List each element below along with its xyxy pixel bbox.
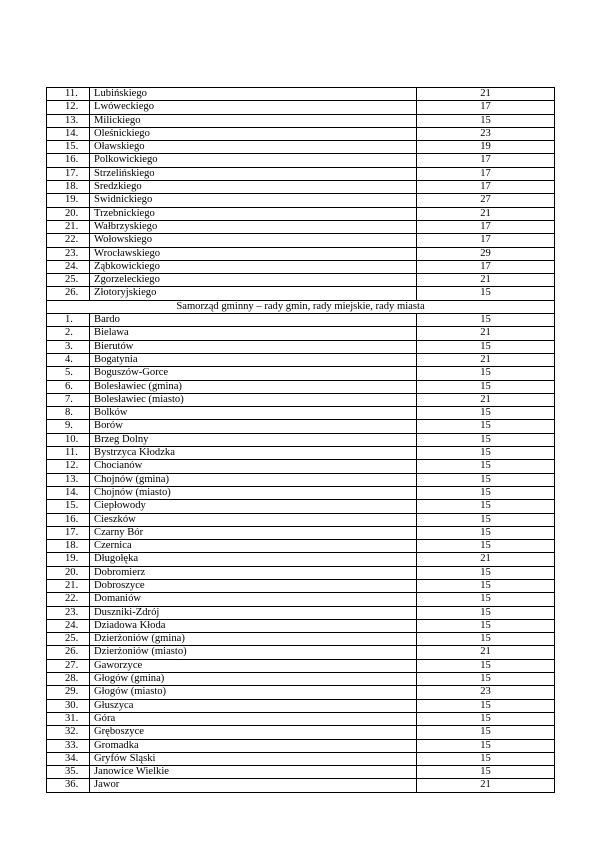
row-name: Trzebnickiego <box>90 207 417 220</box>
row-number: 2. <box>47 327 90 340</box>
row-name: Polkowickiego <box>90 154 417 167</box>
row-value: 15 <box>417 340 555 353</box>
row-name: Gryfów Śląski <box>90 752 417 765</box>
row-name: Świdnickiego <box>90 194 417 207</box>
row-value: 17 <box>417 260 555 273</box>
row-number: 20. <box>47 207 90 220</box>
table-body <box>47 88 555 793</box>
row-name: Gromadka <box>90 739 417 752</box>
row-value: 15 <box>417 739 555 752</box>
row-value: 15 <box>417 447 555 460</box>
row-number: 14. <box>47 127 90 140</box>
row-name: Bolesławiec (miasto) <box>90 393 417 406</box>
row-value: 21 <box>417 327 555 340</box>
row-value: 17 <box>417 101 555 114</box>
row-number: 14. <box>47 486 90 499</box>
row-value: 15 <box>417 420 555 433</box>
row-value: 21 <box>417 646 555 659</box>
row-value: 15 <box>417 566 555 579</box>
table-row <box>47 500 555 513</box>
row-name: Bielawa <box>90 327 417 340</box>
row-name: Lwóweckiego <box>90 101 417 114</box>
table-row <box>47 553 555 566</box>
row-value: 15 <box>417 526 555 539</box>
row-number: 33. <box>47 739 90 752</box>
table-row <box>47 141 555 154</box>
row-name: Bolesławiec (gmina) <box>90 380 417 393</box>
row-name: Janowice Wielkie <box>90 766 417 779</box>
table-row <box>47 540 555 553</box>
row-name: Strzelińskiego <box>90 167 417 180</box>
row-number: 30. <box>47 699 90 712</box>
row-name: Głuszyca <box>90 699 417 712</box>
table-row <box>47 673 555 686</box>
table-row <box>47 779 555 792</box>
row-value: 21 <box>417 88 555 101</box>
row-value: 15 <box>417 486 555 499</box>
row-name: Czarny Bór <box>90 526 417 539</box>
row-name: Dzierżoniów (gmina) <box>90 633 417 646</box>
row-name: Chocianów <box>90 460 417 473</box>
row-number: 15. <box>47 141 90 154</box>
councils-table <box>46 87 555 793</box>
row-number: 27. <box>47 659 90 672</box>
row-name: Boguszów-Gorce <box>90 367 417 380</box>
row-number: 29. <box>47 686 90 699</box>
row-number: 8. <box>47 407 90 420</box>
row-value: 15 <box>417 726 555 739</box>
table-row <box>47 486 555 499</box>
table-row <box>47 686 555 699</box>
row-number: 18. <box>47 540 90 553</box>
row-value: 15 <box>417 619 555 632</box>
row-number: 1. <box>47 314 90 327</box>
row-value: 15 <box>417 673 555 686</box>
table-row <box>47 380 555 393</box>
row-number: 23. <box>47 247 90 260</box>
table-row <box>47 726 555 739</box>
row-name: Domaniów <box>90 593 417 606</box>
table-row <box>47 353 555 366</box>
row-value: 15 <box>417 579 555 592</box>
row-name: Ząbkowickiego <box>90 260 417 273</box>
table-row <box>47 88 555 101</box>
row-number: 17. <box>47 167 90 180</box>
row-name: Jawor <box>90 779 417 792</box>
table-row <box>47 314 555 327</box>
row-name: Bardo <box>90 314 417 327</box>
table-row <box>47 101 555 114</box>
row-value: 15 <box>417 473 555 486</box>
table-row <box>47 659 555 672</box>
row-name: Wrocławskiego <box>90 247 417 260</box>
row-name: Ciepłowody <box>90 500 417 513</box>
row-value: 15 <box>417 314 555 327</box>
row-number: 20. <box>47 566 90 579</box>
row-value: 21 <box>417 553 555 566</box>
table-row <box>47 699 555 712</box>
row-number: 23. <box>47 606 90 619</box>
table-row <box>47 340 555 353</box>
row-value: 29 <box>417 247 555 260</box>
table-row <box>47 513 555 526</box>
row-name: Góra <box>90 712 417 725</box>
table-row <box>47 646 555 659</box>
row-name: Gaworzyce <box>90 659 417 672</box>
row-number: 25. <box>47 274 90 287</box>
row-name: Wałbrzyskiego <box>90 220 417 233</box>
table-row <box>47 593 555 606</box>
row-value: 17 <box>417 220 555 233</box>
row-value: 21 <box>417 779 555 792</box>
row-name: Milickiego <box>90 114 417 127</box>
row-number: 13. <box>47 473 90 486</box>
row-number: 4. <box>47 353 90 366</box>
row-number: 6. <box>47 380 90 393</box>
row-value: 15 <box>417 500 555 513</box>
table-row <box>47 181 555 194</box>
row-value: 15 <box>417 540 555 553</box>
table-row <box>47 274 555 287</box>
section-header: Samorząd gminny – rady gmin, rady miejskie, rady miasta <box>47 300 555 313</box>
table-row <box>47 473 555 486</box>
row-value: 15 <box>417 367 555 380</box>
row-number: 26. <box>47 287 90 300</box>
row-number: 36. <box>47 779 90 792</box>
row-name: Bierutów <box>90 340 417 353</box>
row-name: Duszniki-Zdrój <box>90 606 417 619</box>
row-number: 25. <box>47 633 90 646</box>
row-number: 22. <box>47 593 90 606</box>
row-number: 15. <box>47 500 90 513</box>
table-row <box>47 526 555 539</box>
row-name: Średzkiego <box>90 181 417 194</box>
table-row <box>47 393 555 406</box>
row-number: 10. <box>47 433 90 446</box>
table-row <box>47 712 555 725</box>
row-value: 15 <box>417 633 555 646</box>
row-name: Bystrzyca Kłodzka <box>90 447 417 460</box>
table-row <box>47 260 555 273</box>
row-number: 18. <box>47 181 90 194</box>
row-value: 15 <box>417 606 555 619</box>
row-number: 28. <box>47 673 90 686</box>
row-number: 11. <box>47 447 90 460</box>
row-number: 5. <box>47 367 90 380</box>
row-name: Chojnów (gmina) <box>90 473 417 486</box>
table-row <box>47 220 555 233</box>
row-value: 15 <box>417 513 555 526</box>
table-row <box>47 420 555 433</box>
row-name: Dzierżoniów (miasto) <box>90 646 417 659</box>
table-row <box>47 579 555 592</box>
row-value: 15 <box>417 380 555 393</box>
row-name: Bogatynia <box>90 353 417 366</box>
row-value: 15 <box>417 460 555 473</box>
row-value: 15 <box>417 407 555 420</box>
table-row <box>47 154 555 167</box>
table-row <box>47 247 555 260</box>
table-row <box>47 619 555 632</box>
row-number: 3. <box>47 340 90 353</box>
table-row <box>47 367 555 380</box>
row-number: 26. <box>47 646 90 659</box>
table-row <box>47 766 555 779</box>
table-row <box>47 633 555 646</box>
row-name: Oławskiego <box>90 141 417 154</box>
row-number: 13. <box>47 114 90 127</box>
row-value: 17 <box>417 181 555 194</box>
table-row <box>47 433 555 446</box>
row-value: 15 <box>417 659 555 672</box>
row-value: 15 <box>417 433 555 446</box>
row-name: Głogów (gmina) <box>90 673 417 686</box>
row-name: Zgorzeleckiego <box>90 274 417 287</box>
row-number: 24. <box>47 260 90 273</box>
table-row <box>47 752 555 765</box>
row-number: 22. <box>47 234 90 247</box>
row-name: Długołęka <box>90 553 417 566</box>
row-name: Chojnów (miasto) <box>90 486 417 499</box>
row-value: 21 <box>417 393 555 406</box>
row-value: 17 <box>417 167 555 180</box>
row-name: Wołowskiego <box>90 234 417 247</box>
row-name: Dziadowa Kłoda <box>90 619 417 632</box>
row-value: 23 <box>417 127 555 140</box>
table-row <box>47 566 555 579</box>
row-name: Brzeg Dolny <box>90 433 417 446</box>
table-row <box>47 460 555 473</box>
table-row <box>47 234 555 247</box>
row-value: 27 <box>417 194 555 207</box>
table-row <box>47 606 555 619</box>
row-value: 15 <box>417 593 555 606</box>
row-name: Czernica <box>90 540 417 553</box>
row-name: Oleśnickiego <box>90 127 417 140</box>
row-value: 23 <box>417 686 555 699</box>
row-number: 19. <box>47 194 90 207</box>
section-header-row <box>47 300 555 313</box>
row-number: 32. <box>47 726 90 739</box>
row-value: 19 <box>417 141 555 154</box>
row-value: 15 <box>417 766 555 779</box>
row-number: 35. <box>47 766 90 779</box>
table-row <box>47 114 555 127</box>
row-name: Dobroszyce <box>90 579 417 592</box>
table-row <box>47 407 555 420</box>
row-number: 34. <box>47 752 90 765</box>
row-name: Gręboszyce <box>90 726 417 739</box>
row-value: 21 <box>417 353 555 366</box>
row-number: 16. <box>47 513 90 526</box>
table-row <box>47 739 555 752</box>
row-number: 24. <box>47 619 90 632</box>
row-value: 21 <box>417 274 555 287</box>
row-value: 15 <box>417 712 555 725</box>
row-number: 12. <box>47 101 90 114</box>
row-name: Bolków <box>90 407 417 420</box>
row-number: 11. <box>47 88 90 101</box>
row-value: 21 <box>417 207 555 220</box>
row-value: 17 <box>417 234 555 247</box>
row-name: Dobromierz <box>90 566 417 579</box>
row-name: Głogów (miasto) <box>90 686 417 699</box>
row-number: 7. <box>47 393 90 406</box>
row-number: 17. <box>47 526 90 539</box>
row-name: Cieszków <box>90 513 417 526</box>
row-number: 21. <box>47 220 90 233</box>
table-row <box>47 127 555 140</box>
row-value: 17 <box>417 154 555 167</box>
row-number: 16. <box>47 154 90 167</box>
row-number: 31. <box>47 712 90 725</box>
row-value: 15 <box>417 114 555 127</box>
table-row <box>47 167 555 180</box>
row-value: 15 <box>417 699 555 712</box>
table-row <box>47 287 555 300</box>
row-name: Złotoryjskiego <box>90 287 417 300</box>
table-row <box>47 447 555 460</box>
row-number: 9. <box>47 420 90 433</box>
table-row <box>47 207 555 220</box>
table-row <box>47 194 555 207</box>
row-number: 12. <box>47 460 90 473</box>
row-name: Lubińskiego <box>90 88 417 101</box>
table-row <box>47 327 555 340</box>
row-number: 19. <box>47 553 90 566</box>
row-value: 15 <box>417 287 555 300</box>
row-number: 21. <box>47 579 90 592</box>
row-name: Borów <box>90 420 417 433</box>
row-value: 15 <box>417 752 555 765</box>
